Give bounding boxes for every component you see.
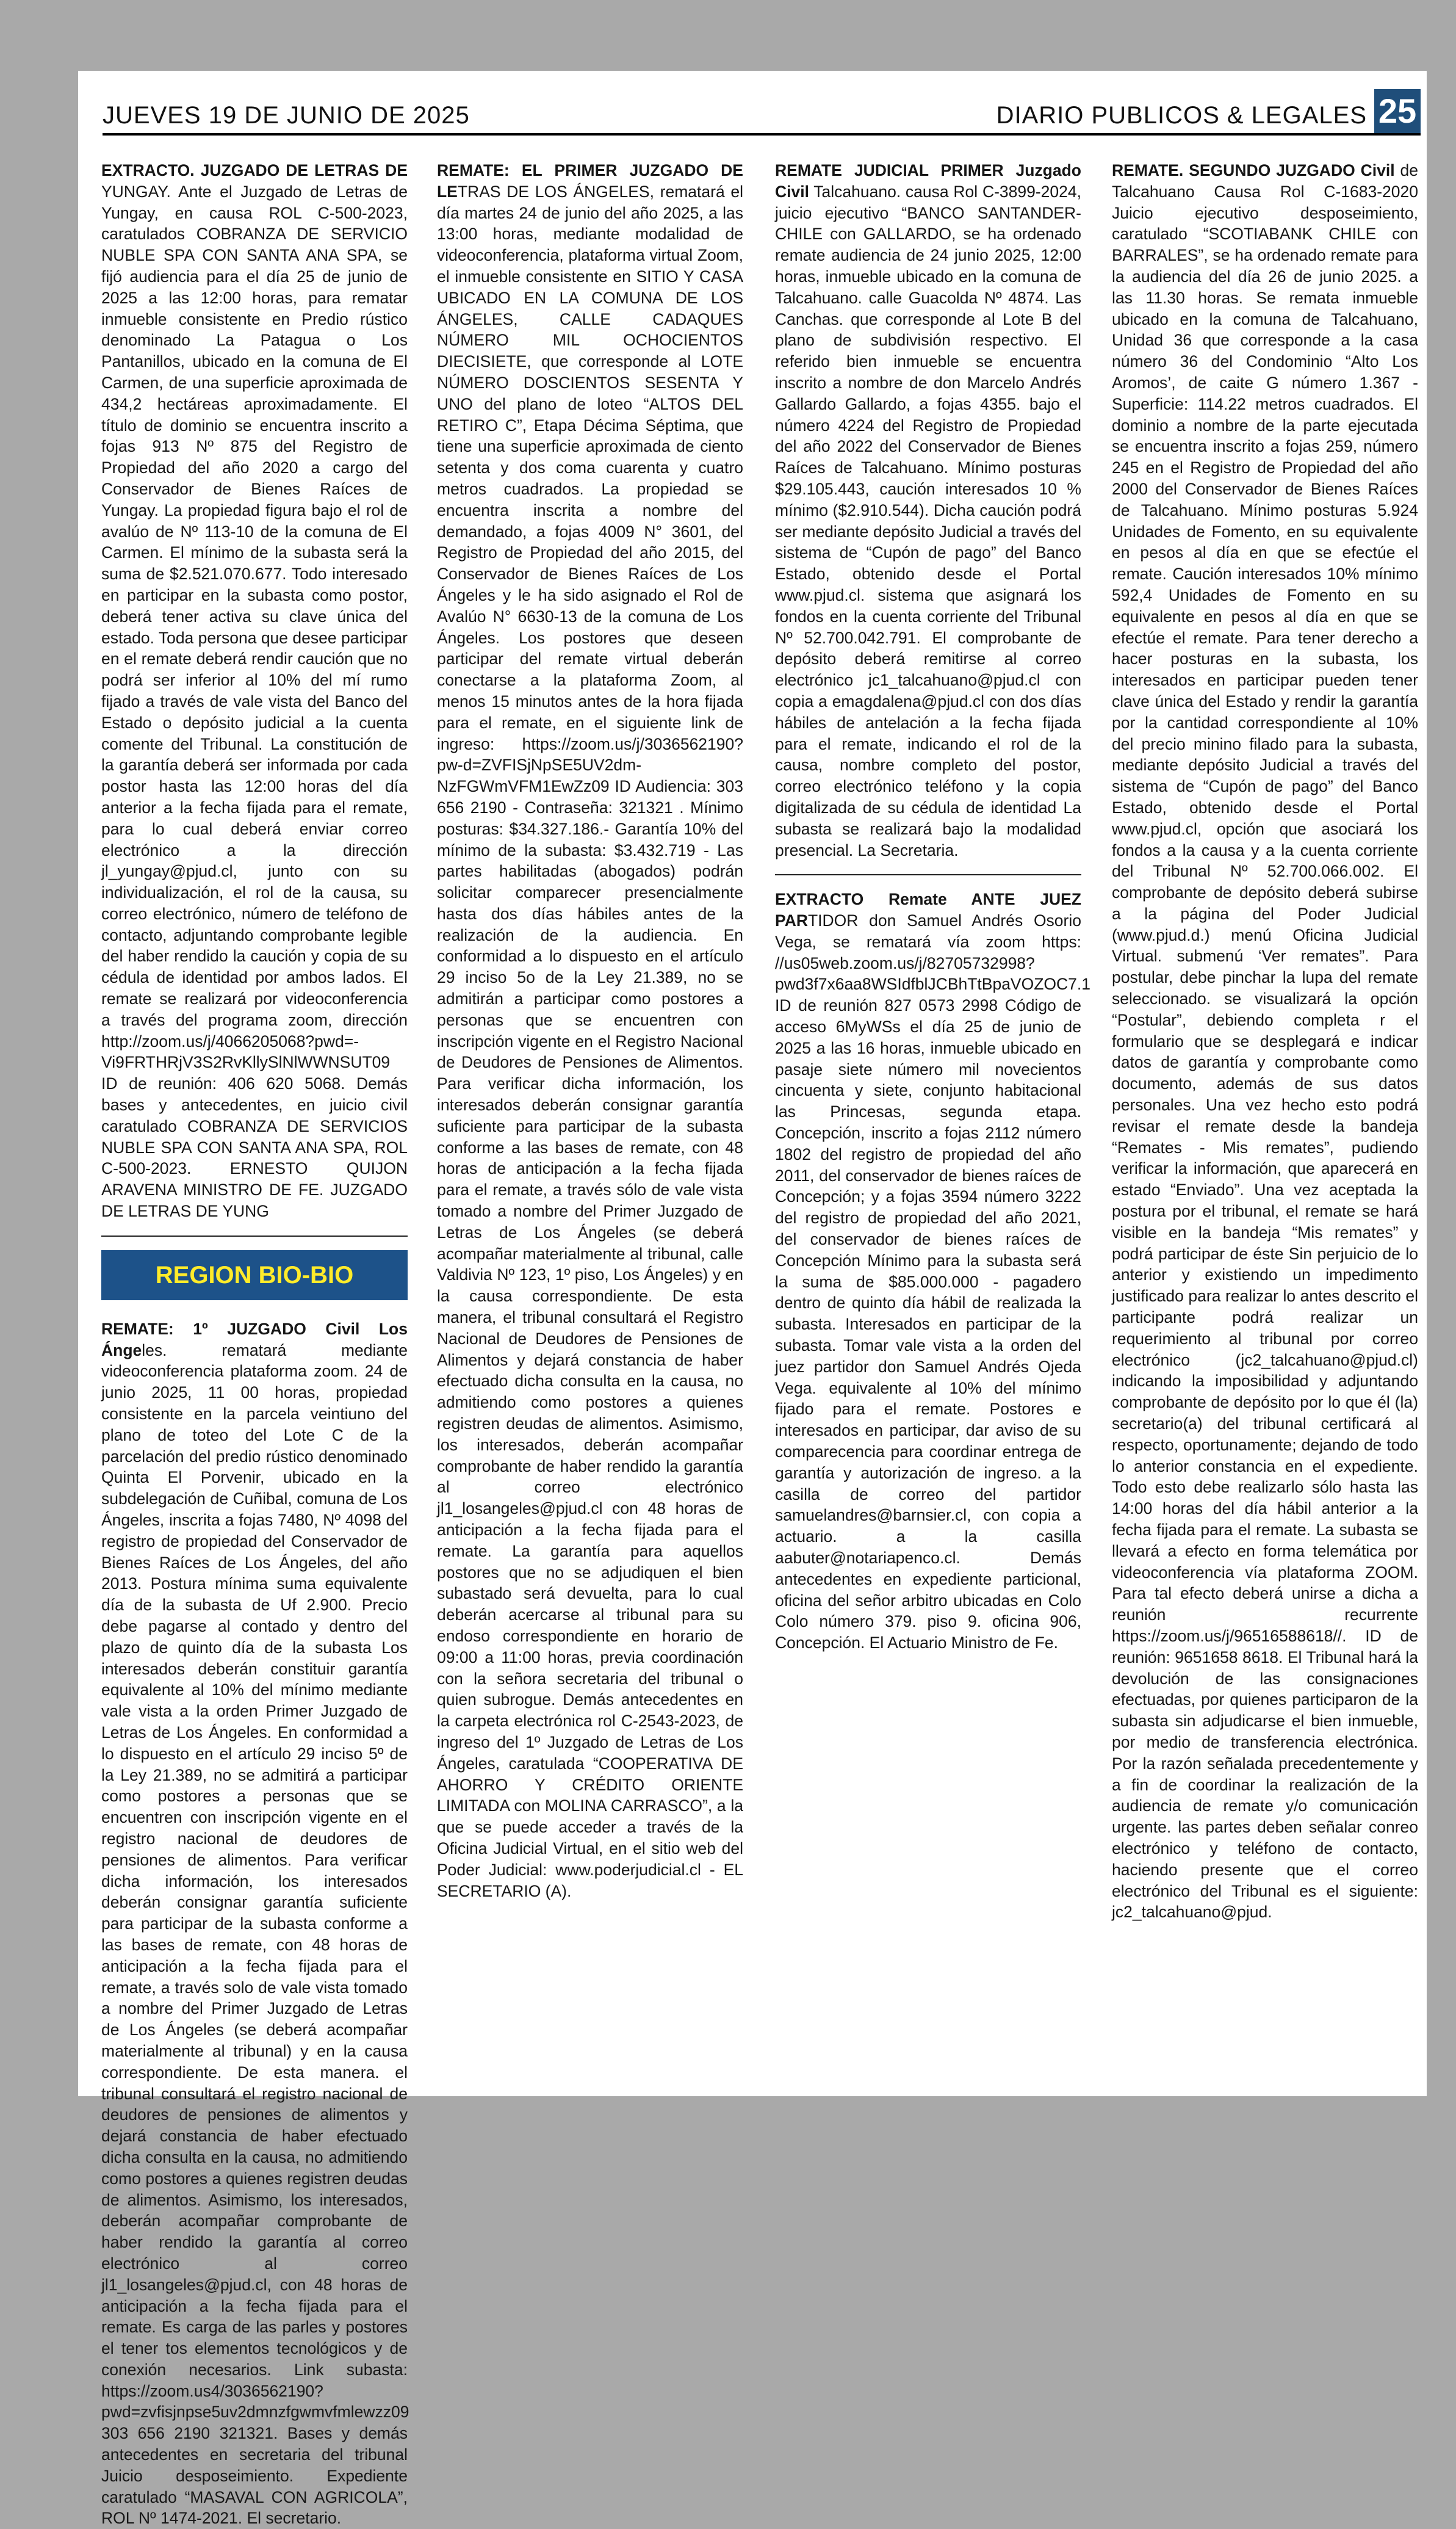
notice-body: YUNGAY. Ante el Juzgado de Letras de Yungay, en causa ROL C-500-2023, caratulados COBRANZA DE SERVICIO NUBLE SPA CON SANTA ANA SPA, se fijó audiencia para el día 25 de junio de 2025 a las 12:00 horas, para rematar inmueble consistente en Predio rústico denominado La Patagua o Los Pantanillos, ubicado en la comuna de El Carmen, de una superficie aproximada de 434,2 hectáreas aproximadamente. El título de dominio se encuentra inscrito a fojas 913 Nº 875 del Registro de Propiedad del año 2020 a cargo del Conservador de Bienes Raíces de Yungay. La propiedad figura bajo el rol de avalúo de Nº 113-10 de la comuna de El Carmen. El mínimo de la subasta será la suma de $2.521.070.677. Todo interesado en participar en la subasta como postor, deberá tener activa su clave única del estado. Toda persona que desee participar en el remate deberá rendir caución que no podrá ser inferior al 10% del mí rumo fijado a través de vale vista del Banco del Estado o depósito judicial a la cuenta comente del Tribunal. La constitución de la garantía deberá ser informada por cada postor hasta las 12:00 horas del día anterior a la fecha fijada para el remate, para lo cual deberá enviar correo electrónico a la dirección jl_yungay@pjud.cl, junto con su individualización, el rol de la causa, su correo electrónico, número de teléfono de contacto, adjuntando comprobante legible del haber rendido la caución y copia de su cédula de identidad por ambos lados. El remate se realizará por videoconferencia a través del programa zoom, dirección http://zoom.us/j/4066205068?pwd=-Vi9FRTHRjV3S2RvKllySlNlWWNSUT09 ID de reunión: 406 620 5068. Demás bases y antecedentes, en juicio civil caratulado COBRANZA DE SERVICIOS NUBLE SPA CON SANTA ANA SPA, ROL C-500-2023. ERNESTO QUIJON ARAVENA MINISTRO DE FE. JUZGADO DE LETRAS DE YUNG	[101, 182, 408, 1221]
notice-heading: EXTRACTO. JUZGADO DE LETRAS DE	[101, 161, 408, 179]
notice-1-juzgado-los-angeles	[101, 1319, 408, 2529]
notice-body: TIDOR don Samuel Andrés Osorio Vega, se rematará vía zoom https: //us05web.zoom.us/j/82705732998?pwd3f7x6aa8WSIdfblJCBhTtBpaVOZOC7.1 ID de reunión 827 0573 2998 Código de acceso 6MyWSs el día 25 de junio de 2025 a las 16 horas, inmueble ubicado en pasaje siete número mil novecientos cincuenta y siete, conjunto habitacional las Princesas, segunda etapa. Concepción, inscrito a fojas 2112 número 1802 del registro de propiedad del año 2011, del conservador de bienes raíces de Concepción; y a fojas 3594 número 3222 del registro de propiedad del año 2021, del conservador de bienes raíces de Concepción Mínimo para la subasta será la suma de $85.000.000 - pagadero dentro de quinto día hábil de realizada la subasta. Interesados en participar de la subasta. Tomar vale vista a la orden del juez partidor don Samuel Andrés Ojeda Vega. equivalente al 10% del mínimo fijado para el remate. Postores e interesados en participar, dar aviso de su comparecencia para coordinar entrega de garantía y autorización de ingreso. a la casilla de correo del partidor samuelandres@barnsier.cl, con copia a actuario. a la casilla aabuter@notariapenco.cl. Demás antecedentes en expediente particional, oficina del señor arbitro ubicadas en Colo Colo número 379. piso 9. oficina 906, Concepción. El Actuario Ministro de Fe.	[775, 911, 1090, 1652]
notice-body: les. rematará mediante videoconferencia plataforma zoom. 24 de junio 2025, 11 00 horas, propiedad consistente en la parcela veintiuno del plano de toteo del Lote C de la parcelación del predio rústico denominado Quinta El Porvenir, ubicado en la subdelegación de Cuñibal, comuna de Los Ángeles, inscrita a fojas 7480, Nº 4098 del registro de propiedad del Conservador de Bienes Raíces de Los Ángeles, del año 2013. Postura mínima suma equivalente día de la subasta de Uf 2.900. Precio debe pagarse al contado y dentro del plazo de quinto día de la subasta Los interesados deberán constituir garantía equivalente al 10% del mínimo mediante vale vista a la orden Primer Juzgado de Letras de Los Ángeles. En conformidad a lo dispuesto en el artículo 29 inciso 5º de la Ley 21.389, no se admitirá a participar como postores a personas que se encuentren con inscripción vigente en el registro nacional de deudores de pensiones de alimentos. Para verificar dicha información, los interesados deberán consignar garantía suficiente para participar de la subasta conforme a las bases de remate, con 48 horas de anticipación a la fecha fijada para el remate, a través solo de vale vista tomado a nombre del Primer Juzgado de Letras de Los Ángeles (se deberá acompañar materialmente al tribunal) y en la causa correspondiente. De esta manera. el tribunal consultará el registro nacional de deudores de pensiones de alimentos y dejará constancia de haber efectuado dicha consulta en la causa, no admitiendo como postores a quienes registren deudas de alimentos. Asimismo, los interesados, deberán acompañar comprobante de haber rendido la garantía al correo electrónico al correo jl1_losangeles@pjud.cl, con 48 horas de anticipación a la fecha fijada para el remate. Es carga de las parles y postores el tener tos elementos tecnológicos y de conexión necesarios. Link subasta: https://zoom.us4/3036562190?pwd=zvfisjnpse5uv2dmnzfgwmvfmlewzz09 303 656 2190 321321. Bases y demás antecedentes en secretaria del tribunal Juicio desposeimiento. Expediente caratulado “MASAVAL CON AGRICOLA”, ROL Nº 1474-2021. El secretario.	[101, 1340, 409, 2528]
publication-name: DIARIO PUBLICOS & LEGALES	[996, 102, 1367, 129]
column-2	[437, 160, 743, 2083]
notice-yungay	[101, 160, 408, 1222]
masthead	[103, 82, 1421, 136]
notice-heading: REMATE: 1º JUZGADO Civil Los Ánge	[101, 1319, 408, 1359]
divider	[101, 1236, 408, 1237]
column-4	[1112, 160, 1418, 2083]
notice-body: de Talcahuano Causa Rol C-1683-2020 Juicio ejecutivo desposeimiento, caratulado “SCOTIABANK CHILE con BARRALES”, se ha ordenado remate para la audiencia del día 26 de junio 2025. a las 11.30 horas. Se remata inmueble ubicado en la comuna de Talcahuano, Unidad 36 que corresponde a la casa número 36 del Condominio “Alto Los Aromos’, de caite G número 1.367 - Superficie: 114.22 metros cuadrados. El dominio a nombre de la parte ejecutada se encuentra inscrito a fojas 259, número 245 en el Registro de Propiedad del año 2000 del Conservador de Bienes Raíces de Talcahuano. Mínimo posturas 5.924 Unidades de Fomento, en su equivalente en pesos al día en que se efectúe el remate. Caución interesados 10% mínimo 592,4 Unidades de Fomento en su equivalente en pesos al día en que se efectúe el remate. Para tener derecho a hacer posturas en la subasta, los interesados en participar pueden tener clave única del Estado y rendir la garantía por la cantidad correspondiente al 10% del precio minino filado para la subasta, mediante depósito Judicial a través del sistema de “Cupón de pago” del Banco Estado, obtenido desde el Portal www.pjud.cl, opción que asociará los fondos a la causa y a la cuenta corriente del Tribunal Nº 52.700.066.002. El comprobante de depósito deberá subirse a la página del Poder Judicial (www.pjud.d.) menú Oficina Judicial Virtual. submenú ‘Ver remates”. Para postular, debe pinchar la lupa del remate seleccionado. se visualizará la opción “Postular”, debiendo completa r el formulario que se desplegará e indicar datos de garantía y comprobante como documento, además de sus datos personales. Una vez hecho esto podrá revisar el remate desde la bandeja “Remates - Mis remates”, pudiendo verificar la información, que aparecerá en estado “Enviado”. Una vez aceptada la postura por el tribunal, el remate se hará visible en la bandeja “Mis remates” y podrá participar de éste Sin perjuicio de lo anterior y existiendo un impedimento justificado para realizar lo antes descrito el participante podrá realizar un requerimiento al tribunal por correo electrónico (jc2_talcahuano@pjud.cl) indicando la imposibilidad y adjuntando comprobante de depósito por lo que él (la) secretario(a) del tribunal certificará al respecto, oportunamente; dejando de todo lo anterior constancia en el expediente. Todo esto debe realizarlo sólo hasta las 14:00 horas del día hábil anterior a la fecha fijada para el remate. La subasta se llevará a efecto en forma telemática por videoconferencia vía plataforma ZOOM. Para tal efecto deberá unirse a dicha a reunión recurrente https://zoom.us/j/96516588618//. ID de reunión: 9651658 8618. El Tribunal hará la devolución de las consignaciones efectuadas, por quienes participaron de la subasta sin adjudicarse el bien inmueble, por medio de transferencia electrónica. Por la razón señalada precedentemente y a fin de coordinar la realización de la audiencia de remate y/o comunicación urgente. las partes deben señalar conreo electrónico y teléfono de contacto, haciendo presente que el correo electrónico del Tribunal es el siguiente: jc2_talcahuano@pjud.	[1112, 161, 1418, 1922]
notice-segundo-juzgado-talcahuano	[1112, 160, 1418, 1923]
notice-body: TRAS DE LOS ÁNGELES, rematará el día martes 24 de junio del año 2025, a las 13:00 horas, mediante modalidad de videoconferencia, plataforma virtual Zoom, el inmueble consistente en SITIO Y CASA UBICADO EN LA COMUNA DE LOS ÁNGELES, CALLE CADAQUES NÚMERO MIL OCHOCIENTOS DIECISIETE, que corresponde al LOTE NÚMERO DOSCIENTOS SESENTA Y UNO del plano de loteo “ALTOS DEL RETIRO C”, Etapa Décima Séptima, que tiene una superficie aproximada de ciento setenta y dos coma cuarenta y cuatro metros cuadrados. La propiedad se encuentra inscrita a nombre del demandado, a fojas 4009 N° 3601, del Registro de Propiedad del año 2015, del Conservador de Bienes Raíces de Los Ángeles y le ha sido asignado el Rol de Avalúo N° 6630-13 de la comuna de Los Ángeles. Los postores que deseen participar del remate virtual deberán conectarse a la plataforma Zoom, al menos 15 minutos antes de la hora fijada para el remate, en el siguiente link de ingreso: https://zoom.us/j/3036562190?pw-d=ZVFISjNpSE5UV2dm-NzFGWmVFM1EwZz09 ID Audiencia: 303 656 2190 - Contraseña: 321321 . Mínimo posturas: $34.327.186.- Garantía 10% del mínimo de la subasta: $3.432.719 - Las partes habilitadas (abogados) podrán solicitar comparecer presencialmente hasta dos días hábiles antes de la realización de la audiencia. En conformidad a lo dispuesto en el artículo 29 inciso 5o de la Ley 21.389, no se admitirán a participar como postores a personas que se encuentren con inscripción vigente en el Registro Nacional de Deudores de Pensiones de Alimentos. Para verificar dicha información, los interesados deberán consignar garantía suficiente para participar de la subasta conforme a las bases de remate, con 48 horas de anticipación a la fecha fijada para el remate, a través sólo de vale vista tomado a nombre del Primer Juzgado de Letras de Los Ángeles (se deberá acompañar materialmente al tribunal, calle Valdivia Nº 123, 1º piso, Los Ángeles) y en la causa correspondiente. De esta manera, el tribunal consultará el Registro Nacional de Deudores de Pensiones de Alimentos y dejará constancia de haber efectuado dicha consulta en la causa, no admitiendo como postores a quienes registren deudas de alimentos. Asimismo, los interesados, deberán acompañar comprobante de haber rendido la garantía al correo electrónico jl1_losangeles@pjud.cl con 48 horas de anticipación a la fecha fijada para el remate. La garantía para aquellos postores que no se adjudiquen el bien subastado será devuelta, para lo cual deberán acercarse al tribunal para su endoso correspondiente en horario de 09:00 a 11:00 horas, previa coordinación con la señora secretaria del tribunal o quien subrogue. Demás antecedentes en la carpeta electrónica rol C-2543-2023, de ingreso del 1º Juzgado de Letras de Los Ángeles, caratulada “COOPERATIVA DE AHORRO Y CRÉDITO ORIENTE LIMITADA con MOLINA CARRASCO”, a la que se puede acceder a través de la Oficina Judicial Virtual, en el sitio web del Poder Judicial: www.poderjudicial.cl - EL SECRETARIO (A).	[437, 182, 743, 1900]
newspaper-page	[78, 71, 1427, 2528]
notice-heading: REMATE: EL PRIMER JUZGADO DE LE	[437, 161, 743, 201]
divider	[775, 874, 1081, 875]
notice-remate-talcahuano-primer	[775, 160, 1081, 861]
column-1	[101, 160, 409, 2528]
section-banner-region: REGION BIO-BIO	[101, 1250, 408, 1300]
notice-primer-juzgado-los-angeles	[437, 160, 743, 1901]
notice-heading: REMATE. SEGUNDO JUZGADO Civil	[1112, 161, 1395, 179]
notice-body: Talcahuano. causa Rol C-3899-2024, juicio ejecutivo “BANCO SANTANDER-CHILE con GALLARDO, se ha ordenado remate audiencia de 24 junio 2025, 12:00 horas, inmueble ubicado en la comuna de Talcahuano. calle Guacolda Nº 4874. Las Canchas. que corresponde al Lote B del plano de subdivisión respectivo. El referido bien inmueble se encuentra inscrito a nombre de don Marcelo Andrés Gallardo Gallardo, a fojas 4355. bajo el número 4224 del Registro de Propiedad del año 2022 del Conservador de Bienes Raíces de Talcahuano. Mínimo posturas $29.105.443, caución interesados 10 % mínimo ($2.910.544). Dicha caución podrá ser mediante depósito Judicial a través del sistema de “Cupón de pago” del Banco Estado, obtenido desde el Portal www.pjud.cl. sistema que asignará los fondos en la cuenta corriente del Tribunal Nº 52.700.042.791. El comprobante de depósito deberá remitirse al correo electrónico jc1_talcahuano@pjud.cl con copia a emagdalena@pjud.cl con dos días hábiles de antelación a la fecha fijada para el remate, indicando el rol de la causa, nombre completo del postor, correo electrónico teléfono y la copia digitalizada de su cédula de identidad La subasta se realizará bajo la modalidad presencial. La Secretaria.	[775, 182, 1081, 859]
issue-date: JUEVES 19 DE JUNIO DE 2025	[103, 102, 470, 129]
notice-juez-partidor	[775, 889, 1090, 1654]
notice-heading: EXTRACTO Remate ANTE JUEZ PAR	[775, 890, 1081, 930]
column-3	[775, 160, 1090, 2083]
notice-heading: REMATE JUDICIAL PRIMER Juzgado Civil	[775, 161, 1081, 201]
page-number-badge: 25	[1374, 89, 1421, 133]
